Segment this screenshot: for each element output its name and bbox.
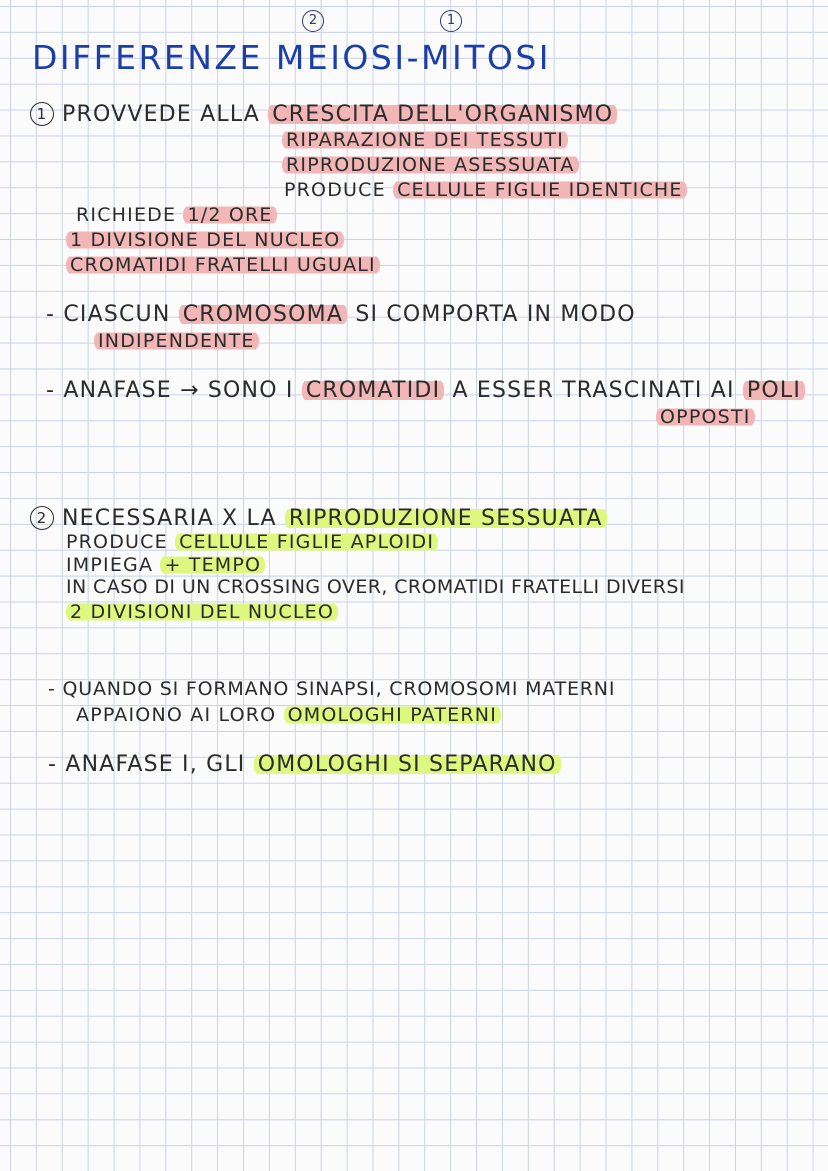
riparazione-highlight: RIPARAZIONE DEI TESSUTI: [282, 129, 568, 151]
crossing-over-text: IN CASO DI UN CROSSING OVER, CROMATIDI FRATELLI DIVERSI: [66, 576, 685, 598]
mitosi-bullet-1-cont: [94, 332, 259, 351]
divisioni-highlight: 2 DIVISIONI DEL NUCLEO: [66, 601, 338, 623]
cellule-identiche-highlight: CELLULE FIGLIE IDENTICHE: [393, 179, 687, 201]
cellule-aploidi-highlight: CELLULE FIGLIE APLOIDI: [175, 531, 438, 553]
crescita-highlight: CRESCITA DELL'ORGANISMO: [268, 102, 617, 127]
produce-identiche-line: [284, 181, 687, 200]
produce-label: PRODUCE: [284, 179, 386, 201]
anafase-i-text: - ANAFASE I, GLI: [48, 752, 246, 777]
riparazione-line: [282, 131, 568, 150]
ore-highlight: 1/2 ORE: [183, 204, 276, 226]
mitosi-bullet-1: [46, 304, 636, 326]
cromatidi-line: [66, 256, 380, 275]
poli-highlight: POLI: [743, 378, 805, 403]
necessaria-label: NECESSARIA X LA: [62, 506, 277, 531]
indipendente-highlight: INDIPENDENTE: [94, 330, 259, 352]
cromatidi-highlight: CROMATIDI: [302, 378, 444, 403]
divisione-line: [66, 231, 344, 250]
section-number-1: 1: [30, 102, 54, 126]
mitosi-mark: 1: [440, 10, 462, 32]
page-title: DIFFERENZE MEIOSI-MITOSI: [32, 38, 552, 77]
bullet2-text-c: A ESSER TRASCINATI AI: [452, 378, 735, 403]
provvede-label: PROVVEDE ALLA: [62, 102, 261, 127]
meiosi-bullet-1-cont: [76, 706, 501, 725]
mitosi-bullet-2: [46, 380, 805, 402]
omologhi-paterni-highlight: OMOLOGHI PATERNI: [284, 704, 501, 726]
meiosi-bullet-1: [48, 680, 615, 699]
tempo-highlight: + TEMPO: [160, 554, 265, 576]
cromosoma-highlight: CROMOSOMA: [179, 302, 347, 327]
riproduzione-asessuata-highlight: RIPRODUZIONE ASESSUATA: [282, 154, 579, 176]
cromatidi-uguali-highlight: CROMATIDI FRATELLI UGUALI: [66, 254, 380, 276]
section-number-2: 2: [30, 506, 54, 530]
impiega-line: [66, 556, 265, 575]
bullet1-text-a: - CIASCUN: [46, 302, 171, 327]
produce-aploidi-line: [66, 533, 438, 552]
crossing-over-line: [66, 578, 685, 597]
meiosi-produce-label: PRODUCE: [66, 531, 168, 553]
divisione-highlight: 1 DIVISIONE DEL NUCLEO: [66, 229, 344, 251]
riproduzione-sessuata-highlight: RIPRODUZIONE SESSUATA: [285, 506, 607, 531]
impiega-label: IMPIEGA: [66, 554, 154, 576]
meiosi-bullet-2: [48, 754, 561, 776]
bullet2-text-a: - ANAFASE → SONO I: [46, 378, 294, 403]
meiosi-mark: 2: [302, 10, 324, 32]
riproduzione-asessuata-line: [282, 156, 579, 175]
richiede-label: RICHIEDE: [76, 204, 177, 226]
mitosi-provvede-line: [30, 102, 617, 126]
bullet1-text-c: SI COMPORTA IN MODO: [355, 302, 636, 327]
richiede-line: [76, 206, 277, 225]
sinapsi-text: - QUANDO SI FORMANO SINAPSI, CROMOSOMI MATERNI: [48, 678, 616, 700]
divisioni-line: [66, 603, 338, 622]
appaiono-text: APPAIONO AI LORO: [76, 704, 277, 726]
opposti-highlight: OPPOSTI: [656, 406, 755, 428]
omologhi-separano-highlight: OMOLOGHI SI SEPARANO: [254, 752, 561, 777]
mitosi-bullet-2-cont: [656, 408, 755, 427]
meiosi-necessaria-line: [30, 506, 607, 530]
